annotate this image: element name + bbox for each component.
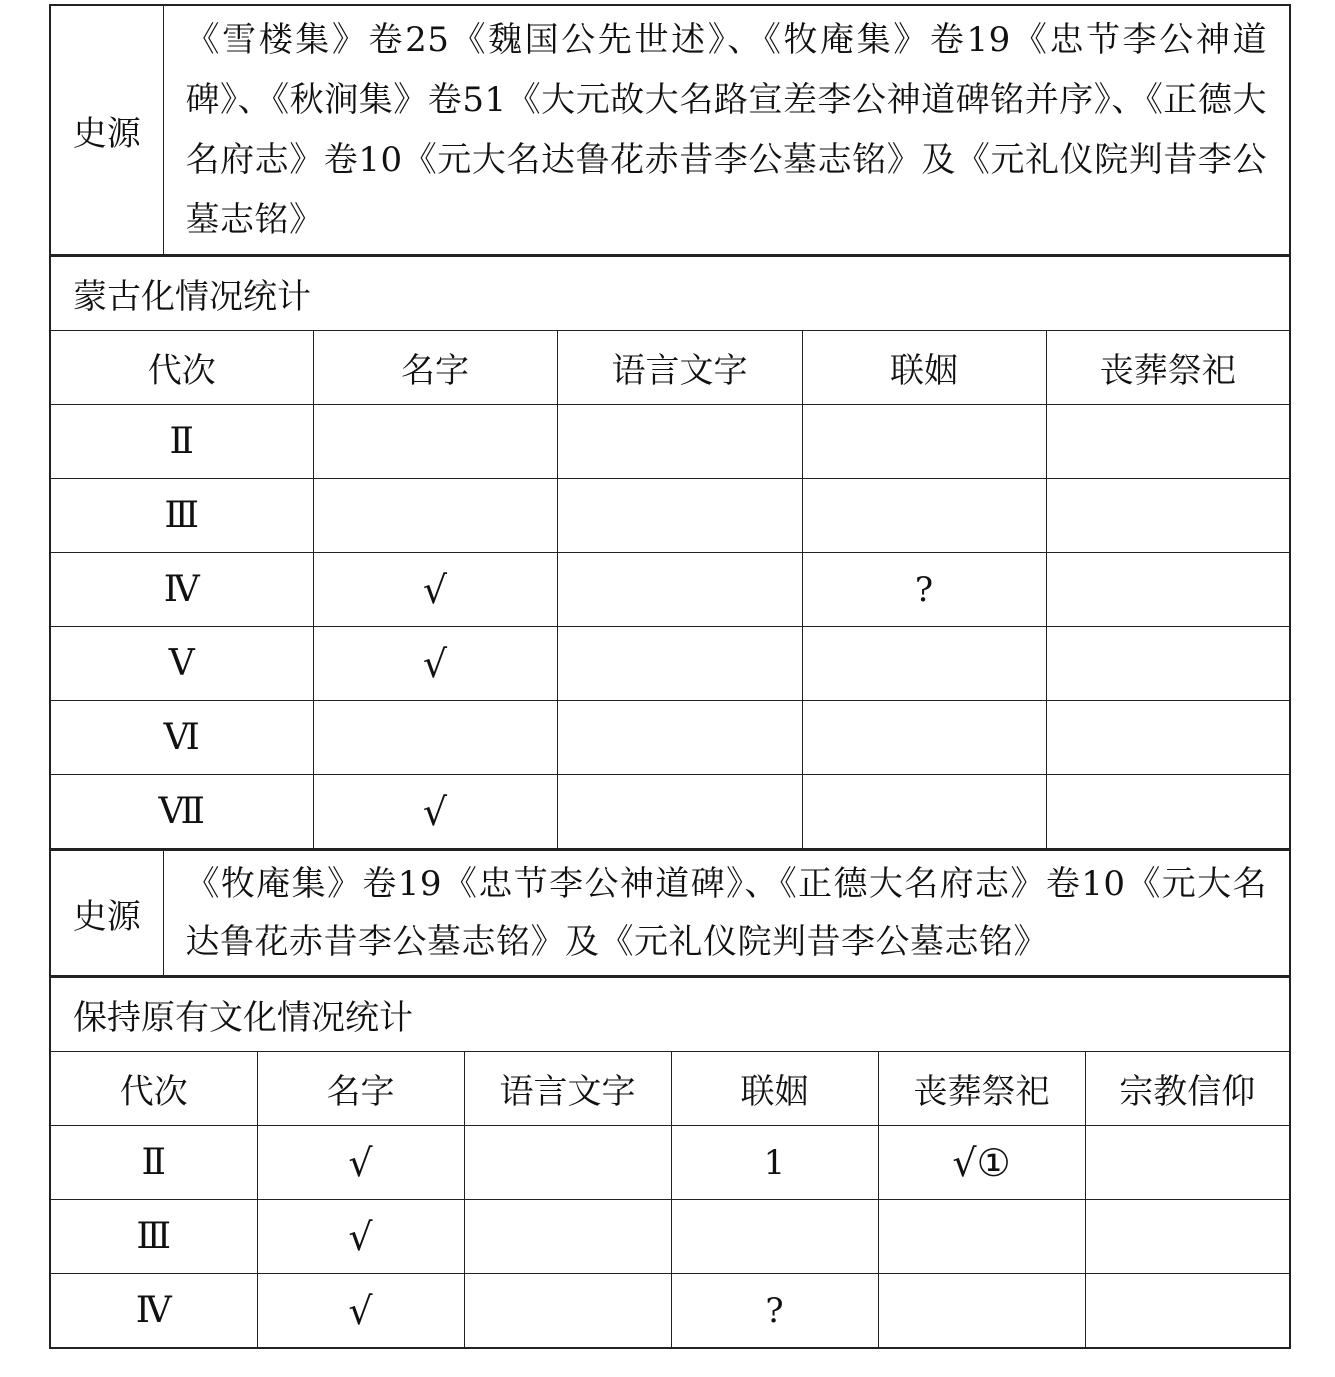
funeral-cell <box>878 1200 1085 1274</box>
religion-cell <box>1085 1200 1290 1274</box>
name-cell: √ <box>313 553 557 627</box>
language-cell <box>464 1126 671 1200</box>
table-row <box>50 701 1290 775</box>
marriage-cell <box>671 1200 878 1274</box>
funeral-cell <box>1046 775 1290 850</box>
language-cell <box>557 775 802 850</box>
name-cell <box>313 405 557 479</box>
marriage-cell: ? <box>802 553 1046 627</box>
language-cell <box>557 405 802 479</box>
original-culture-table <box>49 977 1291 1349</box>
marriage-cell: ? <box>671 1274 878 1349</box>
marriage-cell <box>802 479 1046 553</box>
name-cell: √ <box>313 627 557 701</box>
header-marriage: 联姻 <box>802 331 1046 405</box>
mongolization-table <box>49 256 1291 850</box>
source-table-1 <box>49 4 1291 256</box>
header-marriage: 联姻 <box>671 1052 878 1126</box>
header-religion: 宗教信仰 <box>1085 1052 1290 1126</box>
funeral-cell <box>878 1274 1085 1349</box>
funeral-cell <box>1046 479 1290 553</box>
source-row <box>50 851 1290 977</box>
mongolization-header-row <box>50 331 1290 405</box>
language-cell <box>557 479 802 553</box>
religion-cell <box>1085 1274 1290 1349</box>
generation-cell: Ⅲ <box>50 1200 257 1274</box>
religion-cell <box>1085 1126 1290 1200</box>
funeral-cell <box>1046 627 1290 701</box>
marriage-cell <box>802 701 1046 775</box>
table-row <box>50 1200 1290 1274</box>
source-label: 史源 <box>50 5 163 255</box>
source-row <box>50 5 1290 255</box>
header-generation: 代次 <box>50 1052 257 1126</box>
header-generation: 代次 <box>50 331 313 405</box>
generation-cell: Ⅳ <box>50 1274 257 1349</box>
document-table <box>49 4 1291 1349</box>
table-row <box>50 1126 1290 1200</box>
funeral-cell: √① <box>878 1126 1085 1200</box>
header-name: 名字 <box>313 331 557 405</box>
language-cell <box>557 701 802 775</box>
generation-cell: Ⅱ <box>50 405 313 479</box>
funeral-cell <box>1046 553 1290 627</box>
source-label: 史源 <box>50 851 163 977</box>
name-cell: √ <box>257 1200 464 1274</box>
language-cell <box>464 1274 671 1349</box>
generation-cell: Ⅶ <box>50 775 313 850</box>
language-cell <box>557 553 802 627</box>
original-culture-title: 保持原有文化情况统计 <box>50 978 1290 1052</box>
marriage-cell <box>802 405 1046 479</box>
name-cell <box>313 701 557 775</box>
generation-cell: Ⅵ <box>50 701 313 775</box>
name-cell <box>313 479 557 553</box>
table-row <box>50 479 1290 553</box>
original-culture-header-row <box>50 1052 1290 1126</box>
header-name: 名字 <box>257 1052 464 1126</box>
name-cell: √ <box>257 1126 464 1200</box>
header-funeral: 丧葬祭祀 <box>1046 331 1290 405</box>
marriage-cell <box>802 775 1046 850</box>
table-row <box>50 553 1290 627</box>
language-cell <box>464 1200 671 1274</box>
table-row <box>50 1274 1290 1349</box>
marriage-cell: 1 <box>671 1126 878 1200</box>
table-row <box>50 775 1290 850</box>
name-cell: √ <box>313 775 557 850</box>
marriage-cell <box>802 627 1046 701</box>
funeral-cell <box>1046 405 1290 479</box>
table-row <box>50 405 1290 479</box>
source-text: 《牧庵集》卷19《忠节李公神道碑》、《正德大名府志》卷10《元大名达鲁花赤昔李公墓志铭》及《元礼仪院判昔李公墓志铭》 <box>163 851 1290 977</box>
header-language: 语言文字 <box>464 1052 671 1126</box>
funeral-cell <box>1046 701 1290 775</box>
mongolization-title: 蒙古化情况统计 <box>50 257 1290 331</box>
generation-cell: Ⅳ <box>50 553 313 627</box>
header-funeral: 丧葬祭祀 <box>878 1052 1085 1126</box>
source-text: 《雪楼集》卷25《魏国公先世述》、《牧庵集》卷19《忠节李公神道碑》、《秋涧集》卷51《大元故大名路宣差李公神道碑铭并序》、《正德大名府志》卷10《元大名达鲁花赤昔李公墓志铭》及《元礼仪院判昔李公墓志铭》 <box>163 5 1290 255</box>
header-language: 语言文字 <box>557 331 802 405</box>
name-cell: √ <box>257 1274 464 1349</box>
generation-cell: Ⅴ <box>50 627 313 701</box>
table-row <box>50 627 1290 701</box>
generation-cell: Ⅱ <box>50 1126 257 1200</box>
generation-cell: Ⅲ <box>50 479 313 553</box>
source-table-2 <box>49 850 1291 977</box>
language-cell <box>557 627 802 701</box>
